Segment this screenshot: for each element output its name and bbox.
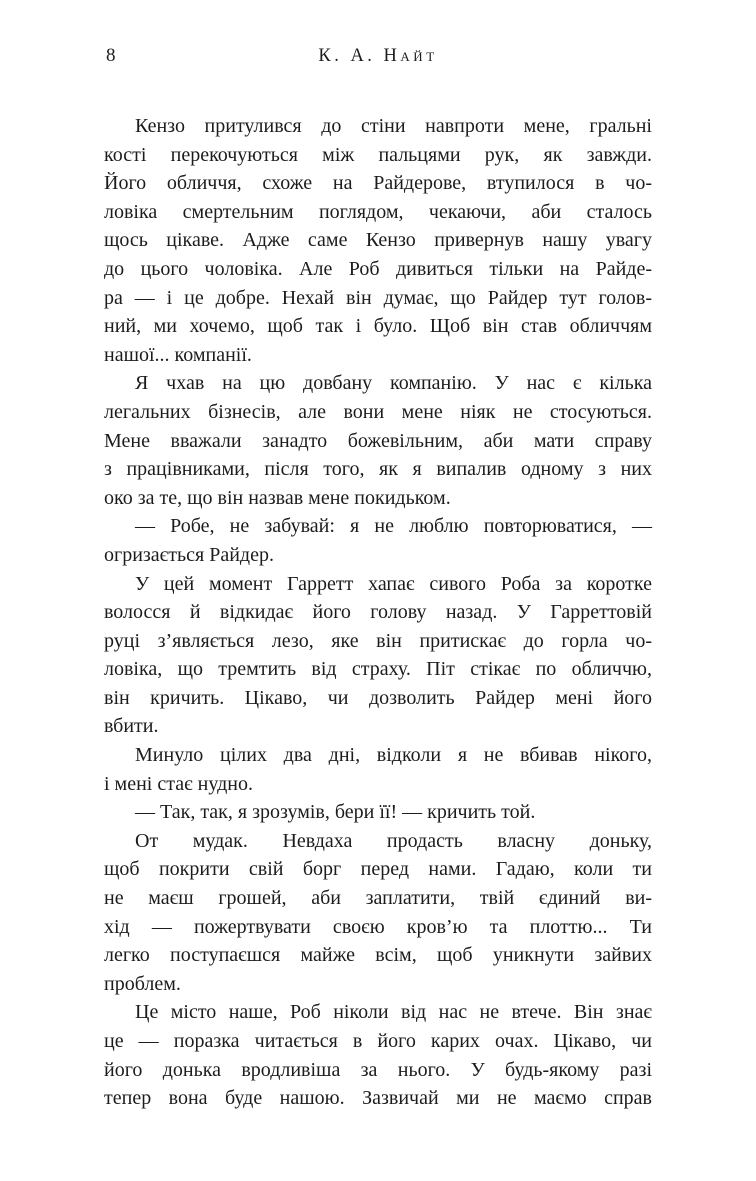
- text-line: ра — і це добре. Нехай він думає, що Райдер тут голов-: [104, 286, 652, 309]
- page-number: 8: [106, 45, 116, 66]
- text-line: Це місто наше, Роб ніколи від нас не втече. Він знає: [135, 1001, 652, 1024]
- paragraph: [104, 827, 652, 999]
- text-line: волосся й відкидає його голову назад. У Гарреттовій: [104, 601, 652, 624]
- page-header: [104, 44, 652, 70]
- text-line: і мені стає нудно.: [104, 772, 253, 795]
- text-line: Кензо притулився до стіни навпроти мене, гральні: [135, 115, 652, 137]
- paragraph: [104, 741, 652, 798]
- text-line: кості перекочуються між пальцями рук, як завжди.: [104, 143, 652, 166]
- text-line: руці з’являється лезо, яке він притискає до горла чо-: [104, 629, 652, 652]
- body-text: [104, 112, 652, 1113]
- text-line: це — поразка читається в його карих очах. Цікаво, чи: [104, 1030, 652, 1052]
- text-line: ловіка смертельним поглядом, чекаючи, аби сталось: [104, 200, 652, 223]
- text-line: вбити.: [104, 715, 159, 738]
- text-line: Я чхав на цю довбану компанію. У нас є кілька: [135, 372, 652, 395]
- paragraph: [104, 112, 652, 369]
- text-line: нашої... компанії.: [104, 343, 252, 366]
- text-line: ний, ми хочемо, щоб так і було. Щоб він став обличчям: [104, 315, 652, 338]
- text-line: легальних бізнесів, але вони мене ніяк не стосуються.: [104, 400, 652, 423]
- text-line: Минуло цілих два дні, відколи я не вбивав нікого,: [135, 744, 652, 767]
- text-line: хід — пожертвувати своєю кров’ю та плоттю... Ти: [104, 915, 652, 938]
- text-line: проблем.: [104, 972, 181, 995]
- text-line: — Так, так, я зрозумів, бери її! — кричить той.: [135, 801, 536, 824]
- text-line: його донька вродливіша за нього. У будь-якому разі: [104, 1058, 652, 1081]
- text-line: не маєш грошей, аби заплатити, твій єдиний ви-: [104, 887, 652, 910]
- text-line: він кричить. Цікаво, чи дозволить Райдер мені його: [104, 686, 652, 709]
- paragraph: [104, 570, 652, 742]
- text-line: ловіка, що тремтить від страху. Піт стікає по обличчю,: [104, 658, 652, 681]
- running-header-author: К. А. Найт: [318, 46, 438, 66]
- text-line: От мудак. Невдаха продасть власну доньку,: [135, 829, 652, 852]
- text-line: Мене вважали занадто божевільним, аби мати справу: [104, 429, 652, 452]
- text-line: з працівниками, після того, як я випалив одному з них: [104, 458, 652, 481]
- text-line: — Робе, не забувай: я не люблю повторюватися, —: [135, 515, 652, 538]
- text-line: щось цікаве. Адже саме Кензо привернув нашу увагу: [104, 229, 652, 252]
- text-line: тепер вона буде нашою. Зазвичай ми не маємо справ: [104, 1087, 652, 1110]
- text-line: огризається Райдер.: [104, 543, 274, 566]
- text-line: щоб покрити свій борг перед нами. Гадаю, коли ти: [104, 858, 652, 881]
- text-line: до цього чоловіка. Але Роб дивиться тільки на Райде-: [104, 257, 652, 280]
- paragraph: [104, 998, 652, 1112]
- text-line: легко поступаєшся майже всім, щоб уникнути зайвих: [104, 944, 652, 967]
- paragraph: [104, 369, 652, 512]
- paragraph: [104, 798, 652, 827]
- text-line: око за те, що він назвав мене покидьком.: [104, 486, 451, 509]
- paragraph: [104, 512, 652, 569]
- text-line: Його обличчя, схоже на Райдерове, втупилося в чо-: [104, 172, 652, 195]
- text-line: У цей момент Гарретт хапає сивого Роба за коротке: [135, 572, 652, 595]
